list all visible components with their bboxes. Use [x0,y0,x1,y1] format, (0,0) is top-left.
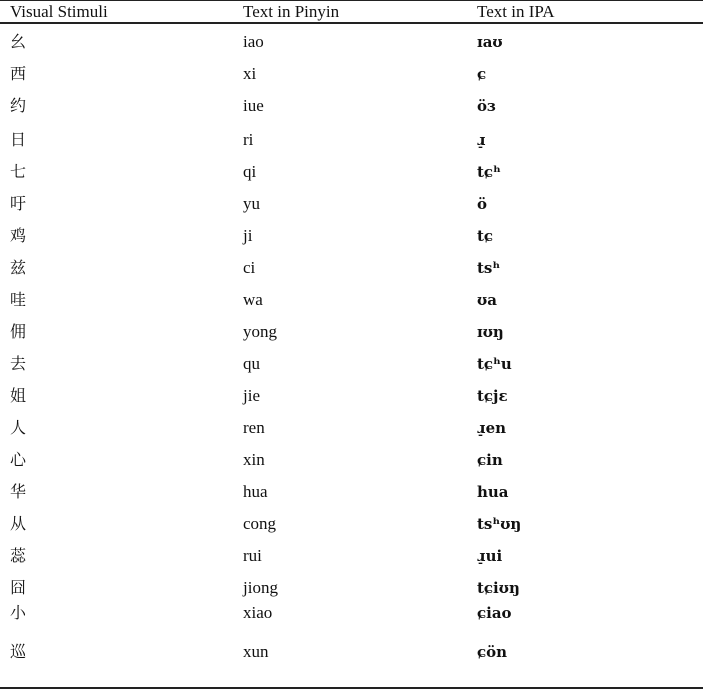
cell-pinyin: ci [243,258,256,277]
header-visual-stimuli: Visual Stimuli [10,2,108,21]
table-row [0,289,703,311]
cell-ipa: tsʰ [477,259,501,277]
cell-ipa: öɜ [477,97,496,115]
cell-ipa: tsʰʊŋ [477,515,522,533]
cell-ipa: tɕ [477,227,494,245]
cell-ipa: hua [477,483,509,501]
table-row [0,353,703,375]
table-top-rule [0,0,703,1]
cell-ipa: ɕ [477,65,487,83]
cell-pinyin: ren [243,418,265,437]
table-row [0,31,703,53]
header-divider-rule [0,22,703,24]
cell-visual-stimulus: 巡 [10,642,27,661]
cell-pinyin: rui [243,546,262,565]
cell-pinyin: cong [243,514,277,533]
cell-visual-stimulus: 佣 [10,322,27,341]
cell-pinyin: wa [243,290,263,309]
cell-pinyin: hua [243,482,268,501]
cell-pinyin: qi [243,162,257,181]
cell-ipa: tɕʰ [477,163,501,181]
cell-pinyin: qu [243,354,260,373]
cell-ipa: ɕön [477,643,508,661]
cell-pinyin: ji [243,226,253,245]
table-row [0,449,703,471]
cell-pinyin: xiao [243,603,273,622]
table-bottom-rule [0,687,703,689]
cell-visual-stimulus: 吁 [10,194,27,213]
cell-visual-stimulus: 人 [10,418,27,437]
cell-visual-stimulus: 心 [10,450,27,469]
cell-ipa: ɪaʊ [477,33,503,51]
cell-visual-stimulus: 从 [10,514,27,533]
header-text-in-ipa: Text in IPA [477,2,555,21]
cell-pinyin: jie [243,386,260,405]
cell-visual-stimulus: 哇 [10,290,27,309]
cell-pinyin: xin [243,450,265,469]
cell-visual-stimulus: 去 [10,354,27,373]
cell-visual-stimulus: 囧 [10,578,27,597]
cell-visual-stimulus: 华 [10,482,27,501]
cell-visual-stimulus: 鸡 [10,226,27,245]
cell-visual-stimulus: 西 [10,64,27,83]
table-row [0,481,703,503]
table-row [0,193,703,215]
cell-pinyin: yong [243,322,277,341]
cell-pinyin: jiong [243,578,278,597]
table-row [0,602,703,624]
cell-pinyin: yu [243,194,260,213]
table-row [0,641,703,663]
cell-pinyin: xun [243,642,269,661]
table-row [0,321,703,343]
cell-ipa: tɕiʊŋ [477,579,520,597]
cell-visual-stimulus: 约 [10,96,27,115]
table-row [0,161,703,183]
table-row [0,95,703,117]
cell-ipa: ɹ̠ [477,131,486,149]
header-text-in-pinyin: Text in Pinyin [243,2,340,21]
cell-visual-stimulus: 姐 [10,386,27,405]
cell-visual-stimulus: 七 [10,162,27,181]
cell-ipa: ɹ̠ui [477,547,503,565]
table-row [0,257,703,279]
cell-ipa: ɹ̠en [477,419,507,437]
table-row [0,225,703,247]
cell-pinyin: iao [243,32,264,51]
cell-ipa: ɪʊŋ [477,323,504,341]
cell-visual-stimulus: 蕊 [10,546,27,565]
cell-pinyin: iue [243,96,264,115]
table-row [0,63,703,85]
cell-pinyin: xi [243,64,257,83]
cell-ipa: ʊa [477,291,497,309]
cell-ipa: tɕʰu [477,355,512,373]
cell-pinyin: ri [243,130,254,149]
cell-visual-stimulus: 小 [10,603,27,622]
cell-ipa: ɕin [477,451,503,469]
table-row [0,129,703,151]
cell-visual-stimulus: 兹 [10,258,27,277]
cell-visual-stimulus: 幺 [10,32,27,51]
cell-visual-stimulus: 日 [10,130,27,149]
cell-ipa: tɕjɛ [477,387,508,405]
table-row [0,577,703,599]
cell-ipa: ö [477,195,488,213]
table-row [0,417,703,439]
table-row [0,545,703,567]
table-row [0,385,703,407]
table-row [0,513,703,535]
cell-ipa: ɕiao [477,604,512,622]
